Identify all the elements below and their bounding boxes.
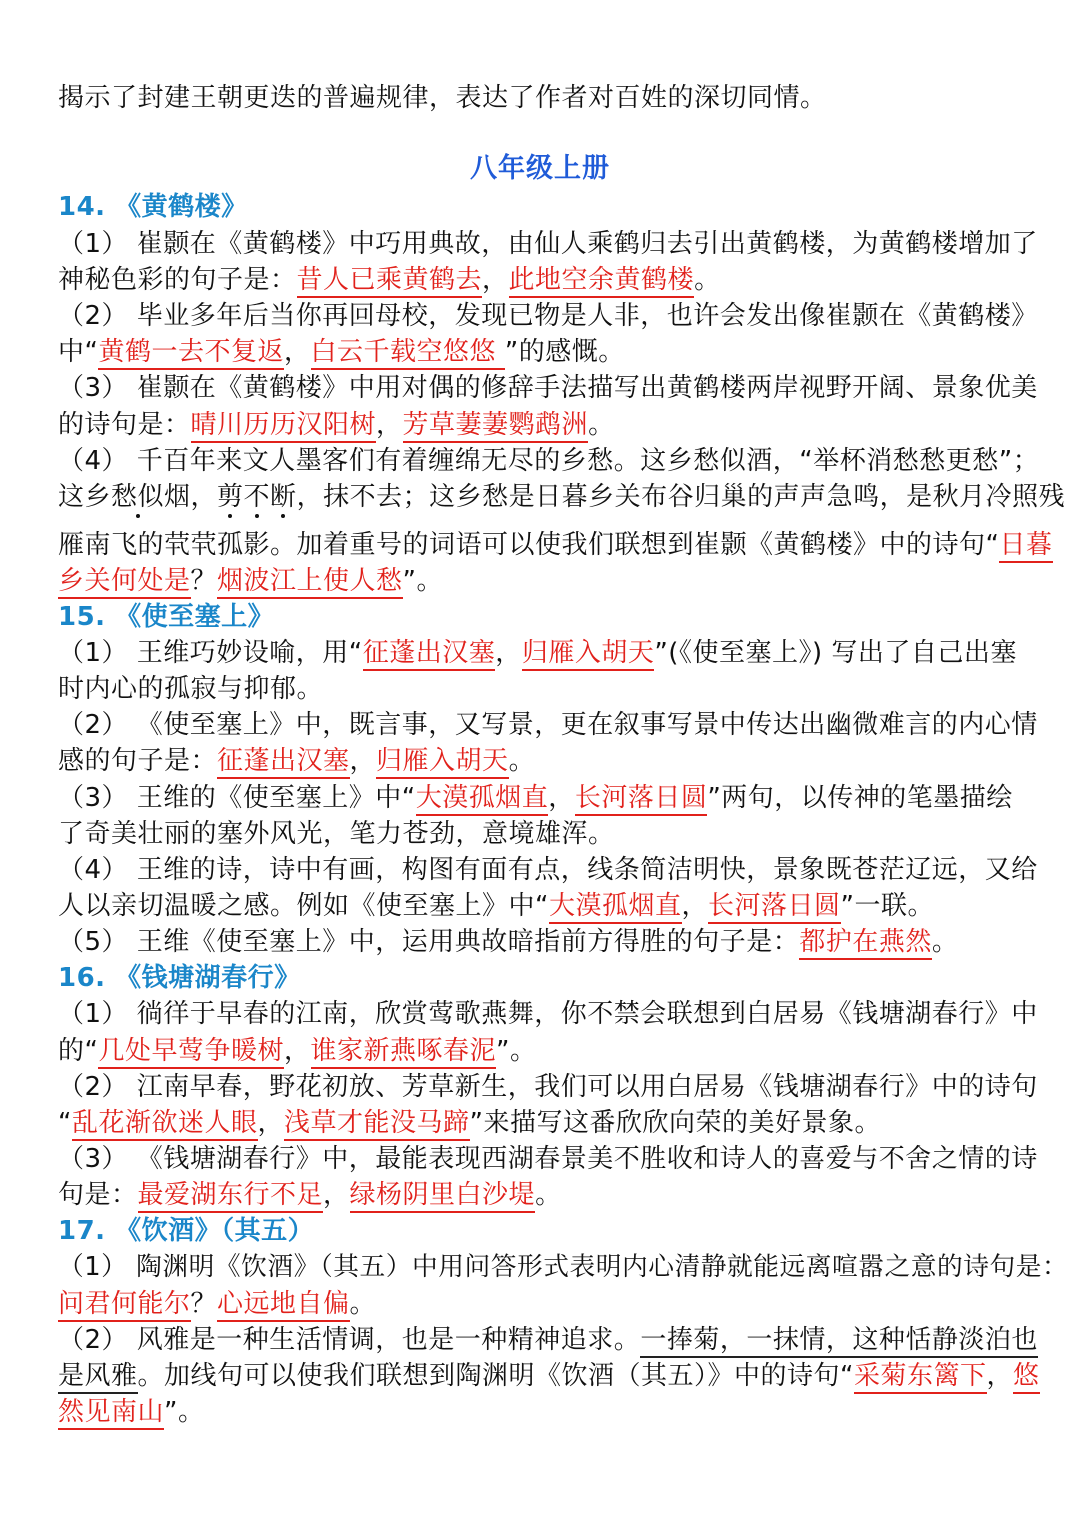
poem-14-q4-line2: 这乡愁似烟，剪不断，抹不去；这乡愁是日暮乡关布谷归巢的声声急鸣，是秋月冷照残 <box>58 482 1066 512</box>
answer: 归雁入胡天 <box>522 638 655 671</box>
poem-14-q4-line3: 雁南飞的茕茕孤影。加着重号的词语可以使我们联想到崔颢《黄鹤楼》中的诗句“日暮 <box>58 527 1053 563</box>
answer: 晴川历历汉阳树 <box>191 410 377 443</box>
emphasis-char: 剪 <box>217 482 244 512</box>
poem-15-q5-line1: （5） 王维《使至塞上》中，运用典故暗指前方得胜的句子是：都护在燕然。 <box>58 924 958 960</box>
poem-16-heading: 16. 《钱塘湖春行》 <box>58 963 301 993</box>
poem-16-q1-line1: （1） 徜徉于早春的江南，欣赏莺歌燕舞，你不禁会联想到白居易《钱塘湖春行》中 <box>58 999 1038 1029</box>
answer: 都护在燕然 <box>799 927 932 960</box>
answer: 长河落日圆 <box>575 783 708 816</box>
emphasis-char: 不 <box>243 482 271 512</box>
poem-17-q2-line2: 是风雅。加线句可以使我们联想到陶渊明《饮酒（其五）》中的诗句“采菊东篱下，悠 <box>58 1358 1040 1394</box>
poem-16-q1-line2: 的“几处早莺争暖树，谁家新燕啄春泥”。 <box>58 1033 537 1069</box>
poem-17-q2-line1: （2） 风雅是一种生活情调，也是一种精神追求。一捧菊，一抹情，这种恬静淡泊也 <box>58 1322 1038 1358</box>
answer: 心远地自偏 <box>217 1289 350 1322</box>
poem-17-heading: 17. 《饮酒》（其五） <box>58 1216 315 1246</box>
poem-15-q3-line2: 了奇美壮丽的塞外风光，笔力苍劲，意境雄浑。 <box>58 819 615 849</box>
section-title: 八年级上册 <box>470 153 610 184</box>
poem-15-q2-line2: 感的句子是：征蓬出汉塞，归雁入胡天。 <box>58 743 535 779</box>
poem-17-q1-line1: （1） 陶渊明《饮酒》（其五）中用问答形式表明内心清静就能远离喧嚣之意的诗句是： <box>58 1252 1069 1282</box>
poem-17-q2-line3: 然见南山”。 <box>58 1394 205 1430</box>
poem-15-q2-line1: （2） 《使至塞上》中，既言事，又写景，更在叙事写景中传达出幽微难言的内心情 <box>58 710 1038 740</box>
intro-line: 揭示了封建王朝更迭的普遍规律，表达了作者对百姓的深切同情。 <box>58 83 827 113</box>
poem-14-q1-line1: （1） 崔颢在《黄鹤楼》中巧用典故，由仙人乘鹤归去引出黄鹤楼，为黄鹤楼增加了 <box>58 229 1038 259</box>
answer: 烟波江上使人愁 <box>217 566 403 599</box>
answer: 此地空余黄鹤楼 <box>509 265 695 298</box>
poem-15-q4-line1: （4） 王维的诗，诗中有画，构图有面有点，线条简洁明快，景象既苍茫辽远，又给 <box>58 855 1038 885</box>
emphasis-char: 断 <box>270 482 297 512</box>
poem-14-q3-line1: （3） 崔颢在《黄鹤楼》中用对偶的修辞手法描写出黄鹤楼两岸视野开阔、景象优美 <box>58 373 1038 403</box>
poem-14-q2-line1: （2） 毕业多年后当你再回母校，发现已物是人非，也许会发出像崔颢在《黄鹤楼》 <box>58 301 1038 331</box>
poem-14-q2-line2: 中“黄鹤一去不复返，白云千载空悠悠 ”的感慨。 <box>58 334 625 370</box>
answer: 谁家新燕啄春泥 <box>311 1036 497 1069</box>
answer: 乡关何处是 <box>58 566 191 599</box>
answer: 绿杨阴里白沙堤 <box>350 1180 536 1213</box>
answer: 悠 <box>1013 1361 1040 1394</box>
answer: 日暮 <box>999 530 1052 563</box>
poem-14-q3-line2: 的诗句是：晴川历历汉阳树，芳草萋萋鹦鹉洲。 <box>58 407 615 443</box>
answer: 乱花渐欲迷人眼 <box>72 1108 258 1141</box>
answer: 几处早莺争暖树 <box>98 1036 284 1069</box>
poem-17-q1-line2: 问君何能尔？心远地自偏。 <box>58 1286 376 1322</box>
answer: 采菊东篱下 <box>854 1361 987 1394</box>
answer: 浅草才能没马蹄 <box>284 1108 470 1141</box>
poem-16-q3-line2: 句是：最爱湖东行不足，绿杨阴里白沙堤。 <box>58 1177 562 1213</box>
answer: 归雁入胡天 <box>376 746 509 779</box>
answer: 最爱湖东行不足 <box>138 1180 324 1213</box>
emphasis-dots <box>58 512 297 522</box>
answer: 长河落日圆 <box>708 891 841 924</box>
poem-16-q2-line2: “乱花渐欲迷人眼，浅草才能没马蹄”来描写这番欣欣向荣的美好景象。 <box>58 1105 881 1141</box>
poem-16-q2-line1: （2） 江南早春，野花初放、芳草新生，我们可以用白居易《钱塘湖春行》中的诗句 <box>58 1072 1038 1102</box>
answer: 然见南山 <box>58 1397 164 1430</box>
poem-14-heading: 14. 《黄鹤楼》 <box>58 192 248 222</box>
poem-15-q1-line1: （1） 王维巧妙设喻，用“征蓬出汉塞，归雁入胡天”(《使至塞上》) 写出了自己出塞 <box>58 635 1017 671</box>
poem-15-q4-line2: 人以亲切温暖之感。例如《使至塞上》中“大漠孤烟直，长河落日圆”一联。 <box>58 888 934 924</box>
answer: 黄鹤一去不复返 <box>98 337 284 370</box>
answer: 芳草萋萋鹦鹉洲 <box>403 410 589 443</box>
answer: 大漠孤烟直 <box>549 891 682 924</box>
poem-14-q1-line2: 神秘色彩的句子是：昔人已乘黄鹤去，此地空余黄鹤楼。 <box>58 262 721 298</box>
answer: 征蓬出汉塞 <box>363 638 496 671</box>
answer: 昔人已乘黄鹤去 <box>297 265 483 298</box>
underlined-text: 一捧菊，一抹情，这种恬静淡泊也 <box>640 1325 1038 1358</box>
poem-15-q1-line2: 时内心的孤寂与抑郁。 <box>58 674 324 704</box>
answer: 征蓬出汉塞 <box>217 746 350 779</box>
poem-14-q4-line4: 乡关何处是？烟波江上使人愁”。 <box>58 563 443 599</box>
poem-14-q4-line1: （4） 千百年来文人墨客们有着缠绵无尽的乡愁。这乡愁似酒，“举杯消愁愁更愁”； <box>58 446 1040 476</box>
poem-15-heading: 15. 《使至塞上》 <box>58 602 275 632</box>
answer: 大漠孤烟直 <box>416 783 549 816</box>
poem-15-q3-line1: （3） 王维的《使至塞上》中“大漠孤烟直，长河落日圆”两句，以传神的笔墨描绘 <box>58 780 1013 816</box>
underlined-text: 是风雅 <box>58 1361 138 1394</box>
answer: 问君何能尔 <box>58 1289 191 1322</box>
poem-16-q3-line1: （3） 《钱塘湖春行》中，最能表现西湖春景美不胜收和诗人的喜爱与不舍之情的诗 <box>58 1144 1038 1174</box>
answer: 白云千载空悠悠 <box>311 337 505 370</box>
